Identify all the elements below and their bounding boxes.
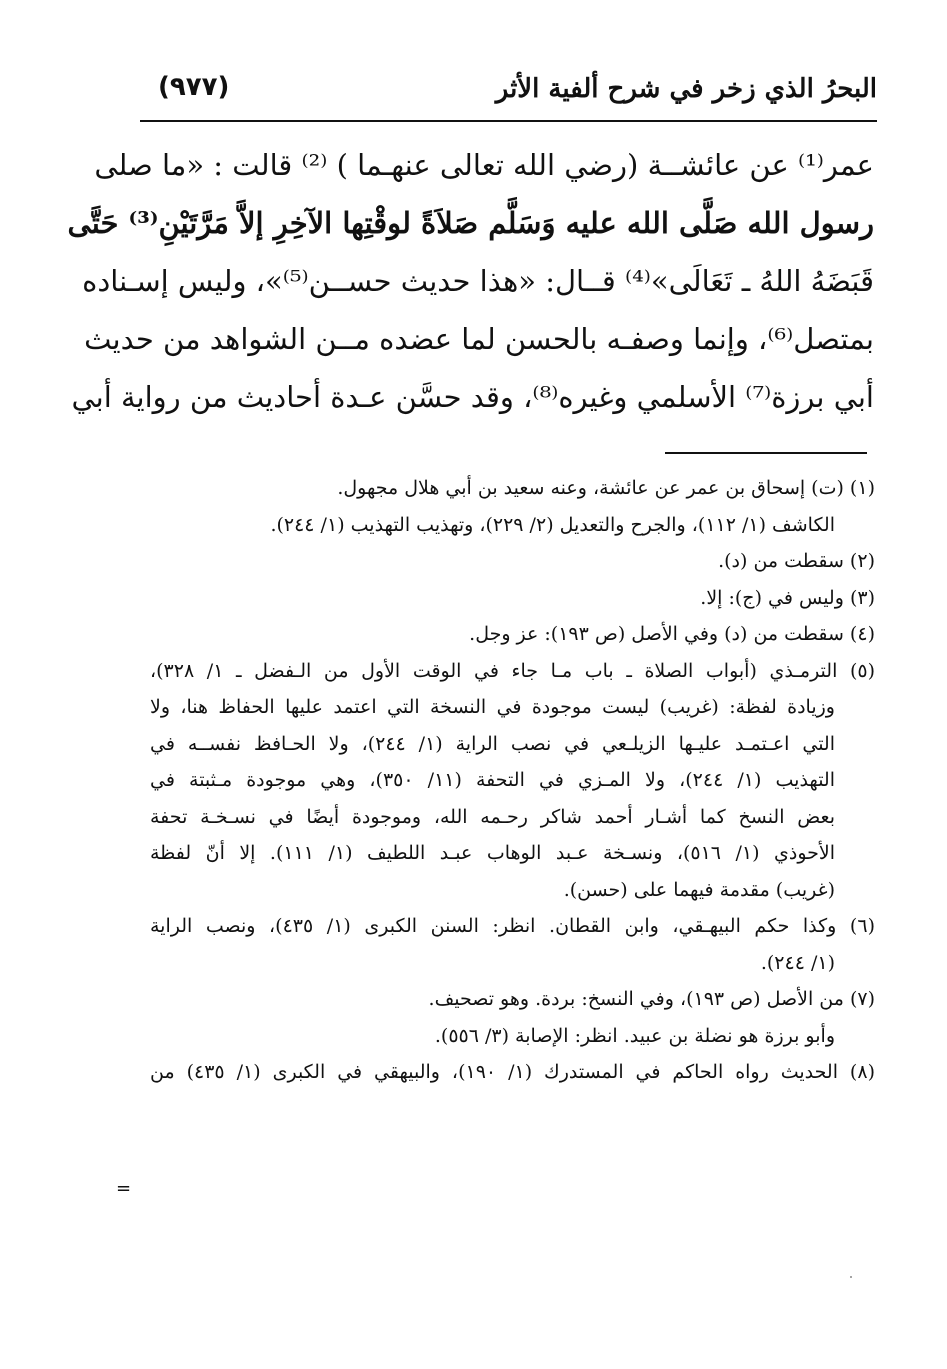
main-text-line: بمتصل⁽⁶⁾، وإنما وصفـه بالحسن لما عضده مــن الشواهد من حديث [84, 322, 874, 356]
footnotes [150, 470, 875, 1091]
main-text-line: قَبَضَهُ اللهُ ـ تَعَالَى»⁽⁴⁾ قــال: «هذا حديث حســن⁽⁵⁾»، وليس إسـناده [82, 264, 874, 298]
running-title: البحرُ الذي زخر في شرح ألفية الأثر [495, 74, 877, 104]
footnote-5-continuation: التي اعـتمـد عليـها الزيلـعي في نصب الراية (١/ ٢٤٤)، ولا الحـافظ نفســه في [150, 732, 835, 755]
footnote-5-continuation: وزيادة لفظة: (غريب) ليست موجودة في النسخة التي اعتمد عليها الحفاظ هنا، ولا [150, 696, 835, 718]
page-number: (٩٧٧) [158, 72, 230, 102]
footnote-6: (٦) وكذا حكم البيهـقي، وابن القطان. انظر: السنن الكبرى (١/ ٤٣٥)، ونصب الراية [150, 915, 875, 937]
footnote-4: (٤) سقطت من (د) وفي الأصل (ص ١٩٣): عز وجل. [469, 623, 875, 645]
footnote-8: (٨) الحديث رواه الحاكم في المستدرك (١/ ١٩٠)، والبيهقي في الكبرى (١/ ٤٣٥) من [150, 1061, 875, 1083]
footnote-separator [665, 452, 867, 454]
footnote-6-continuation: (١/ ٢٤٤). [760, 951, 835, 974]
footnote-7: (٧) من الأصل (ص ١٩٣)، وفي النسخ: بردة. وهو تصحيف. [428, 988, 875, 1010]
footnote-1-continuation: الكاشف (١/ ١١٢)، والجرح والتعديل (٢/ ٢٢٩)، وتهذيب التهذيب (١/ ٢٤٤). [270, 513, 835, 536]
main-text [67, 136, 874, 426]
footnote-5: (٥) الترمـذي (أبواب الصلاة ـ باب مـا جاء في الوقت الأول من الـفضل ـ ١/ ٣٢٨)، [150, 659, 875, 682]
scan-speck [850, 1276, 852, 1278]
main-text-line: رسول الله صَلَّى الله عليه وَسَلَّم صَلاَةً لوقْتِها الآخِرِ إلاَّ مَرَّتَيْنِ⁽³⁾ حَتَّى [67, 206, 874, 240]
footnote-7-continuation: وأبو برزة هو نضلة بن عبيد. انظر: الإصابة (٣/ ٥٥٦). [434, 1024, 835, 1047]
footnote-2: (٢) سقطت من (د). [718, 550, 875, 572]
continuation-mark: = [116, 1178, 132, 1199]
footnote-5-continuation: (غريب) مقدمة فيهما على (حسن). [563, 878, 835, 901]
footnote-5-continuation: التهذيب (١/ ٢٤٤)، ولا المـزي في التحفة (١١/ ٣٥٠)، وهي موجودة مـثبتة في [150, 769, 835, 791]
footnote-5-continuation: الأحوذي (١/ ٥١٦)، ونسـخة عـبد الوهاب عبـد اللطيف (١/ ١١١). إلا أنّ لفظة [150, 842, 835, 864]
footnote-1: (١) (ت) إسحاق بن عمر عن عائشة، وعنه سعيد بن أبي هلال مجهول. [337, 477, 875, 499]
footnote-5-continuation: بعض النسخ كما أشـار أحمد شاكر رحـمه الله، وموجودة أيضًا في نسـخـة تحفة [150, 805, 835, 828]
footnote-3: (٣) وليس في (ج): إلا. [700, 586, 875, 609]
page-header [140, 68, 877, 122]
main-text-line: عمر⁽¹⁾ عن عائشــة (رضي الله تعالى عنهـما ) ⁽²⁾ قالت : «ما صلى [94, 148, 874, 182]
header-rule [140, 120, 877, 122]
main-text-line: أبي برزة⁽⁷⁾ الأسلمي وغيره⁽⁸⁾، وقد حسَّن عـدة أحاديث من رواية أبي [71, 380, 874, 414]
